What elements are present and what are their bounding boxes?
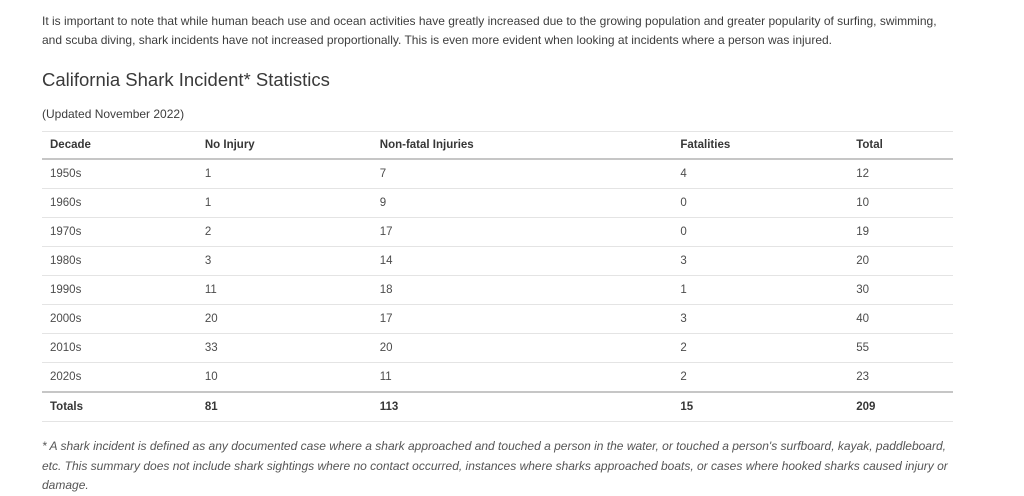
cell-no-injury: 10 bbox=[197, 363, 372, 393]
column-header-fatalities: Fatalities bbox=[672, 132, 848, 160]
cell-no-injury: 33 bbox=[197, 334, 372, 363]
column-header-decade: Decade bbox=[42, 132, 197, 160]
cell-no-injury: 3 bbox=[197, 247, 372, 276]
cell-total: 10 bbox=[848, 189, 953, 218]
table-row-1990s bbox=[42, 276, 953, 305]
cell-total: 12 bbox=[848, 159, 953, 189]
cell-fatalities: 4 bbox=[672, 159, 848, 189]
cell-non-fatal: 14 bbox=[372, 247, 673, 276]
cell-fatalities: 2 bbox=[672, 363, 848, 393]
cell-fatalities: 1 bbox=[672, 276, 848, 305]
cell-totals-label: Totals bbox=[42, 392, 197, 422]
table-row-2000s bbox=[42, 305, 953, 334]
cell-no-injury: 2 bbox=[197, 218, 372, 247]
cell-decade: 2010s bbox=[42, 334, 197, 363]
table-header-row bbox=[42, 132, 953, 160]
table-row-1960s bbox=[42, 189, 953, 218]
cell-decade: 1970s bbox=[42, 218, 197, 247]
cell-fatalities: 0 bbox=[672, 218, 848, 247]
column-header-total: Total bbox=[848, 132, 953, 160]
cell-non-fatal: 7 bbox=[372, 159, 673, 189]
cell-decade: 1960s bbox=[42, 189, 197, 218]
cell-no-injury: 20 bbox=[197, 305, 372, 334]
cell-non-fatal: 9 bbox=[372, 189, 673, 218]
footnote: * A shark incident is defined as any documented case where a shark approached and touched a person in the water, or touched a person's surfboard, kayak, paddleboard, etc. This summary does not include shark sightings where no contact occurred, instances where sharks approached boats, or cases where hooked sharks caused injury or damage. bbox=[42, 439, 948, 492]
cell-totals-fatalities: 15 bbox=[672, 392, 848, 422]
cell-non-fatal: 20 bbox=[372, 334, 673, 363]
table-totals-row bbox=[42, 392, 953, 422]
table-row-2010s bbox=[42, 334, 953, 363]
cell-totals-no-injury: 81 bbox=[197, 392, 372, 422]
cell-totals-non-fatal: 113 bbox=[372, 392, 673, 422]
cell-no-injury: 1 bbox=[197, 189, 372, 218]
table-row-1950s bbox=[42, 159, 953, 189]
table-row-1970s bbox=[42, 218, 953, 247]
cell-fatalities: 0 bbox=[672, 189, 848, 218]
cell-total: 30 bbox=[848, 276, 953, 305]
cell-non-fatal: 11 bbox=[372, 363, 673, 393]
page-title: California Shark Incident* Statistics bbox=[42, 69, 330, 90]
cell-total: 55 bbox=[848, 334, 953, 363]
intro-paragraph: It is important to note that while human beach use and ocean activities have greatly increased due to the growing population and greater popularity of surfing, swimming, and scuba diving, shark incidents have not increased proportionally. This is even more evident when looking at incidents where a person was injured. bbox=[42, 14, 937, 47]
cell-totals-total: 209 bbox=[848, 392, 953, 422]
cell-no-injury: 1 bbox=[197, 159, 372, 189]
cell-decade: 1980s bbox=[42, 247, 197, 276]
table-row-2020s bbox=[42, 363, 953, 393]
column-header-non-fatal-injuries: Non-fatal Injuries bbox=[372, 132, 673, 160]
column-header-no-injury: No Injury bbox=[197, 132, 372, 160]
cell-total: 20 bbox=[848, 247, 953, 276]
cell-fatalities: 3 bbox=[672, 305, 848, 334]
cell-non-fatal: 17 bbox=[372, 305, 673, 334]
cell-decade: 2000s bbox=[42, 305, 197, 334]
cell-fatalities: 3 bbox=[672, 247, 848, 276]
shark-incident-statistics-table bbox=[42, 131, 953, 422]
cell-non-fatal: 18 bbox=[372, 276, 673, 305]
cell-non-fatal: 17 bbox=[372, 218, 673, 247]
cell-decade: 1990s bbox=[42, 276, 197, 305]
cell-decade: 2020s bbox=[42, 363, 197, 393]
cell-decade: 1950s bbox=[42, 159, 197, 189]
cell-total: 23 bbox=[848, 363, 953, 393]
cell-total: 19 bbox=[848, 218, 953, 247]
cell-fatalities: 2 bbox=[672, 334, 848, 363]
table-row-1980s bbox=[42, 247, 953, 276]
cell-no-injury: 11 bbox=[197, 276, 372, 305]
updated-note: (Updated November 2022) bbox=[42, 107, 185, 121]
cell-total: 40 bbox=[848, 305, 953, 334]
